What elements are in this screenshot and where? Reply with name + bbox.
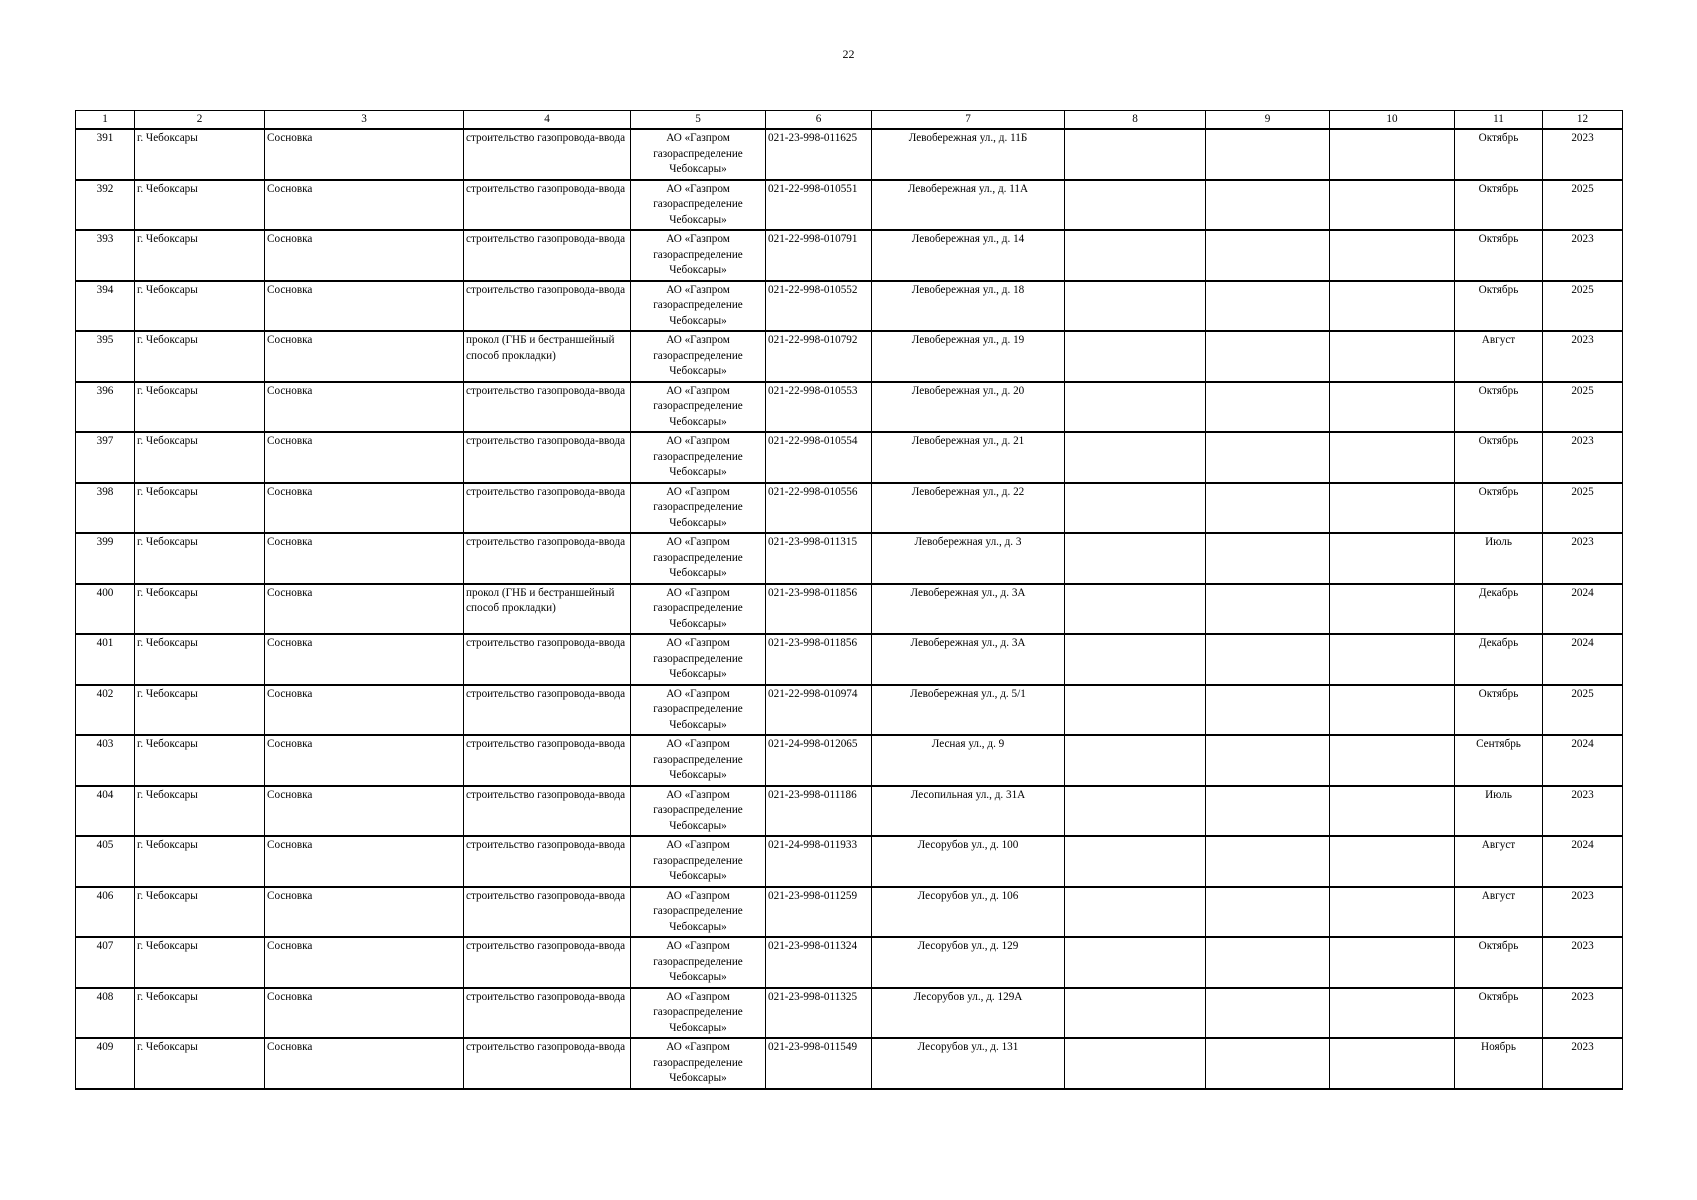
organization-cell: АО «Газпром газораспределение Чебоксары» <box>631 584 766 635</box>
table-row <box>76 1038 1623 1089</box>
column-9-cell <box>1206 129 1330 180</box>
month-cell: Ноябрь <box>1455 1038 1543 1089</box>
table-row <box>76 634 1623 685</box>
column-8-cell <box>1065 634 1206 685</box>
row-number-cell: 408 <box>76 988 135 1039</box>
work-type-cell: строительство газопровода-ввода <box>464 230 631 281</box>
address-cell: Левобережная ул., д. 14 <box>872 230 1065 281</box>
column-8-cell <box>1065 331 1206 382</box>
column-10-cell <box>1330 382 1455 433</box>
organization-cell: АО «Газпром газораспределение Чебоксары» <box>631 786 766 837</box>
work-type-cell: строительство газопровода-ввода <box>464 685 631 736</box>
row-number-cell: 395 <box>76 331 135 382</box>
address-cell: Левобережная ул., д. 3А <box>872 634 1065 685</box>
column-8-cell <box>1065 180 1206 231</box>
column-8-cell <box>1065 988 1206 1039</box>
address-cell: Лесорубов ул., д. 131 <box>872 1038 1065 1089</box>
organization-cell: АО «Газпром газораспределение Чебоксары» <box>631 230 766 281</box>
address-cell: Левобережная ул., д. 18 <box>872 281 1065 332</box>
city-cell: г. Чебоксары <box>135 533 265 584</box>
month-cell: Сентябрь <box>1455 735 1543 786</box>
district-cell: Сосновка <box>265 382 464 433</box>
city-cell: г. Чебоксары <box>135 836 265 887</box>
year-cell: 2023 <box>1543 432 1623 483</box>
object-code-cell: 021-23-998-011186 <box>766 786 872 837</box>
object-code-cell: 021-22-998-010792 <box>766 331 872 382</box>
column-10-cell <box>1330 584 1455 635</box>
address-cell: Левобережная ул., д. 20 <box>872 382 1065 433</box>
month-cell: Октябрь <box>1455 281 1543 332</box>
organization-cell: АО «Газпром газораспределение Чебоксары» <box>631 129 766 180</box>
organization-cell: АО «Газпром газораспределение Чебоксары» <box>631 988 766 1039</box>
city-cell: г. Чебоксары <box>135 887 265 938</box>
city-cell: г. Чебоксары <box>135 129 265 180</box>
column-9-cell <box>1206 735 1330 786</box>
column-8-cell <box>1065 382 1206 433</box>
column-header-6: 6 <box>766 111 872 130</box>
organization-cell: АО «Газпром газораспределение Чебоксары» <box>631 836 766 887</box>
city-cell: г. Чебоксары <box>135 432 265 483</box>
table-row <box>76 230 1623 281</box>
column-9-cell <box>1206 432 1330 483</box>
city-cell: г. Чебоксары <box>135 180 265 231</box>
year-cell: 2023 <box>1543 937 1623 988</box>
organization-cell: АО «Газпром газораспределение Чебоксары» <box>631 533 766 584</box>
object-code-cell: 021-24-998-011933 <box>766 836 872 887</box>
column-8-cell <box>1065 685 1206 736</box>
district-cell: Сосновка <box>265 735 464 786</box>
organization-cell: АО «Газпром газораспределение Чебоксары» <box>631 331 766 382</box>
city-cell: г. Чебоксары <box>135 281 265 332</box>
column-9-cell <box>1206 937 1330 988</box>
month-cell: Июль <box>1455 786 1543 837</box>
district-cell: Сосновка <box>265 685 464 736</box>
work-type-cell: прокол (ГНБ и бестраншейный способ прокладки) <box>464 331 631 382</box>
table-row <box>76 937 1623 988</box>
work-type-cell: строительство газопровода-ввода <box>464 483 631 534</box>
work-type-cell: строительство газопровода-ввода <box>464 382 631 433</box>
month-cell: Октябрь <box>1455 432 1543 483</box>
table-row <box>76 180 1623 231</box>
organization-cell: АО «Газпром газораспределение Чебоксары» <box>631 180 766 231</box>
address-cell: Левобережная ул., д. 19 <box>872 331 1065 382</box>
month-cell: Октябрь <box>1455 180 1543 231</box>
district-cell: Сосновка <box>265 129 464 180</box>
column-8-cell <box>1065 432 1206 483</box>
row-number-cell: 399 <box>76 533 135 584</box>
organization-cell: АО «Газпром газораспределение Чебоксары» <box>631 432 766 483</box>
row-number-cell: 404 <box>76 786 135 837</box>
work-type-cell: строительство газопровода-ввода <box>464 887 631 938</box>
address-cell: Лесная ул., д. 9 <box>872 735 1065 786</box>
column-10-cell <box>1330 533 1455 584</box>
column-8-cell <box>1065 129 1206 180</box>
table-row <box>76 685 1623 736</box>
organization-cell: АО «Газпром газораспределение Чебоксары» <box>631 887 766 938</box>
year-cell: 2025 <box>1543 281 1623 332</box>
work-type-cell: строительство газопровода-ввода <box>464 988 631 1039</box>
column-8-cell <box>1065 836 1206 887</box>
column-8-cell <box>1065 1038 1206 1089</box>
column-8-cell <box>1065 584 1206 635</box>
year-cell: 2023 <box>1543 331 1623 382</box>
table-row <box>76 281 1623 332</box>
object-code-cell: 021-23-998-011856 <box>766 634 872 685</box>
column-10-cell <box>1330 180 1455 231</box>
page-number: 22 <box>842 47 855 61</box>
month-cell: Декабрь <box>1455 584 1543 635</box>
row-number-cell: 405 <box>76 836 135 887</box>
work-type-cell: строительство газопровода-ввода <box>464 129 631 180</box>
row-number-cell: 396 <box>76 382 135 433</box>
year-cell: 2024 <box>1543 584 1623 635</box>
column-9-cell <box>1206 988 1330 1039</box>
table-row <box>76 382 1623 433</box>
year-cell: 2025 <box>1543 382 1623 433</box>
table-row <box>76 533 1623 584</box>
month-cell: Октябрь <box>1455 685 1543 736</box>
city-cell: г. Чебоксары <box>135 331 265 382</box>
column-9-cell <box>1206 634 1330 685</box>
column-9-cell <box>1206 382 1330 433</box>
column-8-cell <box>1065 533 1206 584</box>
district-cell: Сосновка <box>265 988 464 1039</box>
city-cell: г. Чебоксары <box>135 735 265 786</box>
table-row <box>76 129 1623 180</box>
month-cell: Октябрь <box>1455 382 1543 433</box>
column-10-cell <box>1330 331 1455 382</box>
city-cell: г. Чебоксары <box>135 483 265 534</box>
row-number-cell: 397 <box>76 432 135 483</box>
address-cell: Левобережная ул., д. 11А <box>872 180 1065 231</box>
table-row <box>76 836 1623 887</box>
year-cell: 2023 <box>1543 988 1623 1039</box>
district-cell: Сосновка <box>265 432 464 483</box>
object-code-cell: 021-23-998-011325 <box>766 988 872 1039</box>
year-cell: 2023 <box>1543 786 1623 837</box>
district-cell: Сосновка <box>265 786 464 837</box>
address-cell: Левобережная ул., д. 3А <box>872 584 1065 635</box>
organization-cell: АО «Газпром газораспределение Чебоксары» <box>631 483 766 534</box>
row-number-cell: 406 <box>76 887 135 938</box>
column-8-cell <box>1065 281 1206 332</box>
column-8-cell <box>1065 887 1206 938</box>
object-code-cell: 021-23-998-011324 <box>766 937 872 988</box>
work-type-cell: прокол (ГНБ и бестраншейный способ прокладки) <box>464 584 631 635</box>
row-number-cell: 401 <box>76 634 135 685</box>
work-type-cell: строительство газопровода-ввода <box>464 735 631 786</box>
column-10-cell <box>1330 483 1455 534</box>
table-row <box>76 887 1623 938</box>
address-cell: Лесорубов ул., д. 106 <box>872 887 1065 938</box>
object-code-cell: 021-23-998-011259 <box>766 887 872 938</box>
column-9-cell <box>1206 836 1330 887</box>
column-10-cell <box>1330 432 1455 483</box>
city-cell: г. Чебоксары <box>135 584 265 635</box>
column-10-cell <box>1330 1038 1455 1089</box>
work-type-cell: строительство газопровода-ввода <box>464 533 631 584</box>
column-header-4: 4 <box>464 111 631 130</box>
year-cell: 2023 <box>1543 887 1623 938</box>
column-8-cell <box>1065 230 1206 281</box>
column-9-cell <box>1206 483 1330 534</box>
year-cell: 2023 <box>1543 230 1623 281</box>
object-code-cell: 021-22-998-010556 <box>766 483 872 534</box>
month-cell: Октябрь <box>1455 129 1543 180</box>
organization-cell: АО «Газпром газораспределение Чебоксары» <box>631 634 766 685</box>
district-cell: Сосновка <box>265 331 464 382</box>
month-cell: Октябрь <box>1455 230 1543 281</box>
work-type-cell: строительство газопровода-ввода <box>464 836 631 887</box>
city-cell: г. Чебоксары <box>135 786 265 837</box>
work-type-cell: строительство газопровода-ввода <box>464 634 631 685</box>
object-code-cell: 021-22-998-010791 <box>766 230 872 281</box>
city-cell: г. Чебоксары <box>135 988 265 1039</box>
month-cell: Август <box>1455 836 1543 887</box>
header-row <box>76 111 1623 130</box>
address-cell: Левобережная ул., д. 22 <box>872 483 1065 534</box>
district-cell: Сосновка <box>265 281 464 332</box>
object-code-cell: 021-22-998-010974 <box>766 685 872 736</box>
month-cell: Август <box>1455 887 1543 938</box>
city-cell: г. Чебоксары <box>135 230 265 281</box>
object-code-cell: 021-24-998-012065 <box>766 735 872 786</box>
month-cell: Октябрь <box>1455 937 1543 988</box>
column-9-cell <box>1206 786 1330 837</box>
organization-cell: АО «Газпром газораспределение Чебоксары» <box>631 735 766 786</box>
district-cell: Сосновка <box>265 584 464 635</box>
column-10-cell <box>1330 937 1455 988</box>
object-code-cell: 021-22-998-010553 <box>766 382 872 433</box>
district-cell: Сосновка <box>265 230 464 281</box>
work-type-cell: строительство газопровода-ввода <box>464 937 631 988</box>
district-cell: Сосновка <box>265 1038 464 1089</box>
organization-cell: АО «Газпром газораспределение Чебоксары» <box>631 937 766 988</box>
column-9-cell <box>1206 887 1330 938</box>
year-cell: 2024 <box>1543 836 1623 887</box>
column-10-cell <box>1330 988 1455 1039</box>
district-cell: Сосновка <box>265 483 464 534</box>
city-cell: г. Чебоксары <box>135 382 265 433</box>
month-cell: Октябрь <box>1455 988 1543 1039</box>
column-10-cell <box>1330 786 1455 837</box>
work-type-cell: строительство газопровода-ввода <box>464 281 631 332</box>
table-row <box>76 786 1623 837</box>
organization-cell: АО «Газпром газораспределение Чебоксары» <box>631 281 766 332</box>
row-number-cell: 409 <box>76 1038 135 1089</box>
month-cell: Август <box>1455 331 1543 382</box>
row-number-cell: 398 <box>76 483 135 534</box>
row-number-cell: 400 <box>76 584 135 635</box>
work-type-cell: строительство газопровода-ввода <box>464 1038 631 1089</box>
object-code-cell: 021-23-998-011856 <box>766 584 872 635</box>
month-cell: Октябрь <box>1455 483 1543 534</box>
city-cell: г. Чебоксары <box>135 634 265 685</box>
column-9-cell <box>1206 533 1330 584</box>
column-header-12: 12 <box>1543 111 1623 130</box>
row-number-cell: 402 <box>76 685 135 736</box>
column-header-5: 5 <box>631 111 766 130</box>
column-9-cell <box>1206 230 1330 281</box>
column-9-cell <box>1206 331 1330 382</box>
work-type-cell: строительство газопровода-ввода <box>464 180 631 231</box>
object-code-cell: 021-22-998-010551 <box>766 180 872 231</box>
organization-cell: АО «Газпром газораспределение Чебоксары» <box>631 382 766 433</box>
data-table <box>75 110 1623 1090</box>
year-cell: 2023 <box>1543 533 1623 584</box>
table-row <box>76 432 1623 483</box>
address-cell: Лесорубов ул., д. 129А <box>872 988 1065 1039</box>
column-8-cell <box>1065 786 1206 837</box>
district-cell: Сосновка <box>265 533 464 584</box>
column-8-cell <box>1065 735 1206 786</box>
row-number-cell: 392 <box>76 180 135 231</box>
column-header-11: 11 <box>1455 111 1543 130</box>
column-9-cell <box>1206 685 1330 736</box>
column-8-cell <box>1065 483 1206 534</box>
column-10-cell <box>1330 685 1455 736</box>
year-cell: 2023 <box>1543 129 1623 180</box>
column-header-10: 10 <box>1330 111 1455 130</box>
address-cell: Левобережная ул., д. 21 <box>872 432 1065 483</box>
address-cell: Лесорубов ул., д. 129 <box>872 937 1065 988</box>
organization-cell: АО «Газпром газораспределение Чебоксары» <box>631 685 766 736</box>
row-number-cell: 393 <box>76 230 135 281</box>
table-row <box>76 988 1623 1039</box>
city-cell: г. Чебоксары <box>135 937 265 988</box>
year-cell: 2023 <box>1543 1038 1623 1089</box>
column-9-cell <box>1206 584 1330 635</box>
column-header-3: 3 <box>265 111 464 130</box>
year-cell: 2024 <box>1543 634 1623 685</box>
column-header-8: 8 <box>1065 111 1206 130</box>
table-row <box>76 483 1623 534</box>
row-number-cell: 403 <box>76 735 135 786</box>
table-row <box>76 331 1623 382</box>
column-header-1: 1 <box>76 111 135 130</box>
work-type-cell: строительство газопровода-ввода <box>464 786 631 837</box>
column-9-cell <box>1206 1038 1330 1089</box>
address-cell: Лесорубов ул., д. 100 <box>872 836 1065 887</box>
address-cell: Лесопильная ул., д. 31А <box>872 786 1065 837</box>
table-row <box>76 735 1623 786</box>
column-9-cell <box>1206 281 1330 332</box>
object-code-cell: 021-23-998-011549 <box>766 1038 872 1089</box>
address-cell: Левобережная ул., д. 11Б <box>872 129 1065 180</box>
district-cell: Сосновка <box>265 937 464 988</box>
column-header-2: 2 <box>135 111 265 130</box>
row-number-cell: 394 <box>76 281 135 332</box>
column-10-cell <box>1330 634 1455 685</box>
column-9-cell <box>1206 180 1330 231</box>
row-number-cell: 391 <box>76 129 135 180</box>
district-cell: Сосновка <box>265 180 464 231</box>
column-10-cell <box>1330 836 1455 887</box>
column-header-9: 9 <box>1206 111 1330 130</box>
object-code-cell: 021-22-998-010552 <box>766 281 872 332</box>
district-cell: Сосновка <box>265 634 464 685</box>
month-cell: Декабрь <box>1455 634 1543 685</box>
column-header-7: 7 <box>872 111 1065 130</box>
address-cell: Левобережная ул., д. 3 <box>872 533 1065 584</box>
district-cell: Сосновка <box>265 887 464 938</box>
organization-cell: АО «Газпром газораспределение Чебоксары» <box>631 1038 766 1089</box>
column-10-cell <box>1330 281 1455 332</box>
year-cell: 2025 <box>1543 180 1623 231</box>
column-8-cell <box>1065 937 1206 988</box>
year-cell: 2025 <box>1543 685 1623 736</box>
city-cell: г. Чебоксары <box>135 685 265 736</box>
object-code-cell: 021-23-998-011625 <box>766 129 872 180</box>
city-cell: г. Чебоксары <box>135 1038 265 1089</box>
address-cell: Левобережная ул., д. 5/1 <box>872 685 1065 736</box>
object-code-cell: 021-23-998-011315 <box>766 533 872 584</box>
column-10-cell <box>1330 129 1455 180</box>
work-type-cell: строительство газопровода-ввода <box>464 432 631 483</box>
year-cell: 2025 <box>1543 483 1623 534</box>
year-cell: 2024 <box>1543 735 1623 786</box>
month-cell: Июль <box>1455 533 1543 584</box>
column-10-cell <box>1330 735 1455 786</box>
row-number-cell: 407 <box>76 937 135 988</box>
table-row <box>76 584 1623 635</box>
district-cell: Сосновка <box>265 836 464 887</box>
object-code-cell: 021-22-998-010554 <box>766 432 872 483</box>
column-10-cell <box>1330 887 1455 938</box>
column-10-cell <box>1330 230 1455 281</box>
